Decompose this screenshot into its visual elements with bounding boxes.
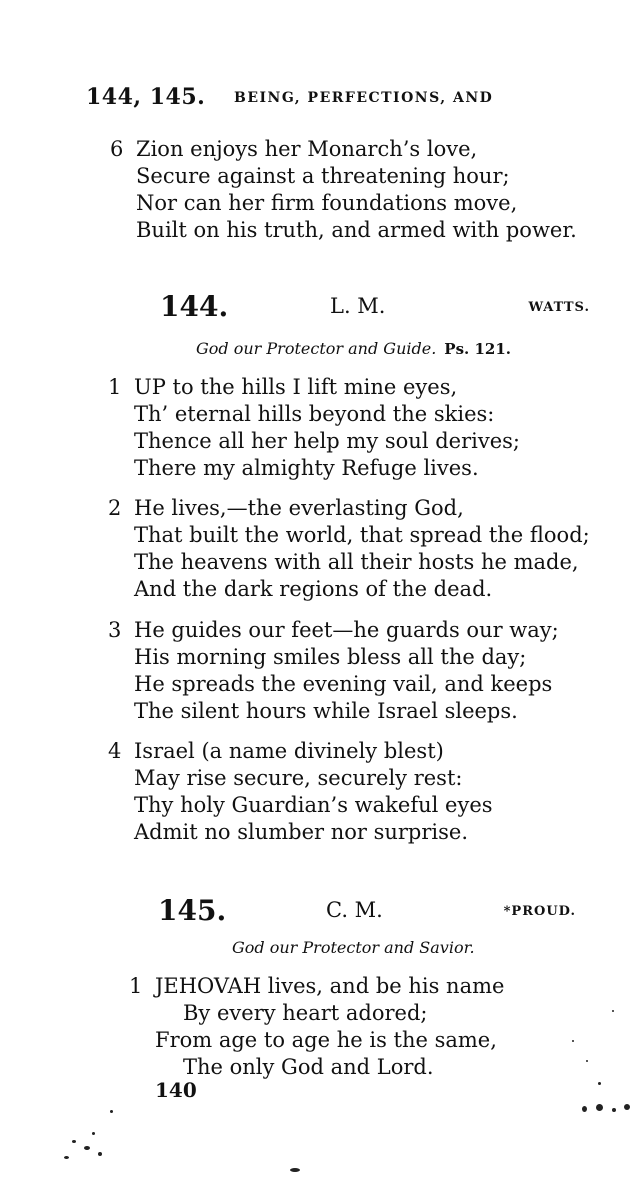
scan-speck: [598, 1082, 601, 1085]
hymn-144-stanza-3: [108, 617, 559, 725]
stanza-number: 1: [108, 375, 122, 399]
stanza-line: The silent hours while Israel sleeps.: [134, 699, 518, 723]
scan-speck: [64, 1156, 69, 1159]
subtitle-text: God our Protector and Savior.: [232, 938, 475, 957]
stanza-line: Thence all her help my soul derives;: [134, 429, 520, 453]
scan-speck: [582, 1106, 587, 1112]
hymn-144-subtitle: [196, 339, 511, 358]
stanza-line: That built the world, that spread the flood;: [134, 523, 590, 547]
scan-speck: [572, 1040, 574, 1042]
stanza-line: Zion enjoys her Monarch’s love,: [136, 137, 478, 161]
stanza-line: Israel (a name divinely blest): [134, 739, 444, 763]
stanza-line: JEHOVAH lives, and be his name: [155, 974, 505, 998]
stanza-number: 3: [108, 618, 122, 642]
stanza-line: And the dark regions of the dead.: [134, 577, 493, 601]
running-head-numbers: 144, 145.: [86, 84, 206, 110]
scan-speck: [110, 1110, 113, 1113]
hymn-144-stanza-2: [108, 495, 590, 603]
scan-speck: [586, 1060, 588, 1062]
stanza-line: His morning smiles bless all the day;: [134, 645, 527, 669]
stanza-line: By every heart adored;: [183, 1001, 428, 1025]
hymn-145-subtitle: [232, 938, 475, 957]
stanza-line: Nor can her firm foundations move,: [136, 191, 518, 215]
hymn-author: *PROUD.: [503, 904, 576, 919]
hymn-144-stanza-4: [108, 738, 493, 846]
stanza-line: The heavens with all their hosts he made,: [134, 550, 579, 574]
stanza-line: From age to age he is the same,: [155, 1028, 497, 1052]
scan-speck: [612, 1010, 614, 1012]
hymn-144-stanza-1: [108, 374, 520, 482]
stanza-line: There my almighty Refuge lives.: [134, 456, 479, 480]
scan-speck: [290, 1168, 300, 1172]
stanza-line: UP to the hills I lift mine eyes,: [134, 375, 458, 399]
hymn-144-heading: [160, 290, 590, 324]
running-head-title: BEING, PERFECTIONS, AND: [234, 90, 494, 106]
hymn-145-heading: [158, 894, 576, 928]
hymn-meter: L. M.: [330, 294, 386, 318]
stanza-line: He guides our feet—he guards our way;: [134, 618, 559, 642]
carryover-stanza: [110, 136, 577, 244]
scan-speck: [84, 1146, 90, 1150]
subtitle-text: God our Protector and Guide.: [196, 339, 437, 358]
stanza-line: He lives,—the everlasting God,: [134, 496, 464, 520]
stanza-line: Built on his truth, and armed with power.: [136, 218, 577, 242]
stanza-line: Th’ eternal hills beyond the skies:: [134, 402, 495, 426]
hymn-author: WATTS.: [528, 300, 590, 315]
stanza-line: The only God and Lord.: [183, 1055, 434, 1079]
hymn-145-stanza-1: [129, 973, 505, 1081]
stanza-line: He spreads the evening vail, and keeps: [134, 672, 553, 696]
running-head: [86, 84, 556, 114]
scan-speck: [72, 1140, 76, 1143]
hymn-meter: C. M.: [326, 898, 383, 922]
scan-speck: [92, 1132, 95, 1135]
hymn-number: 145.: [158, 894, 227, 927]
psalm-reference: Ps. 121.: [444, 340, 511, 358]
stanza-number: 1: [129, 974, 143, 998]
page-number: 140: [155, 1078, 197, 1102]
stanza-line: May rise secure, securely rest:: [134, 766, 463, 790]
scan-speck: [612, 1108, 616, 1112]
scan-speck: [624, 1104, 630, 1110]
stanza-line: Secure against a threatening hour;: [136, 164, 510, 188]
hymn-number: 144.: [160, 290, 229, 323]
scan-speck: [98, 1152, 102, 1156]
stanza-number: 2: [108, 496, 122, 520]
scan-speck: [596, 1104, 603, 1111]
stanza-number: 6: [110, 137, 124, 161]
stanza-line: Admit no slumber nor surprise.: [134, 820, 469, 844]
stanza-number: 4: [108, 739, 122, 763]
stanza-line: Thy holy Guardian’s wakeful eyes: [134, 793, 493, 817]
